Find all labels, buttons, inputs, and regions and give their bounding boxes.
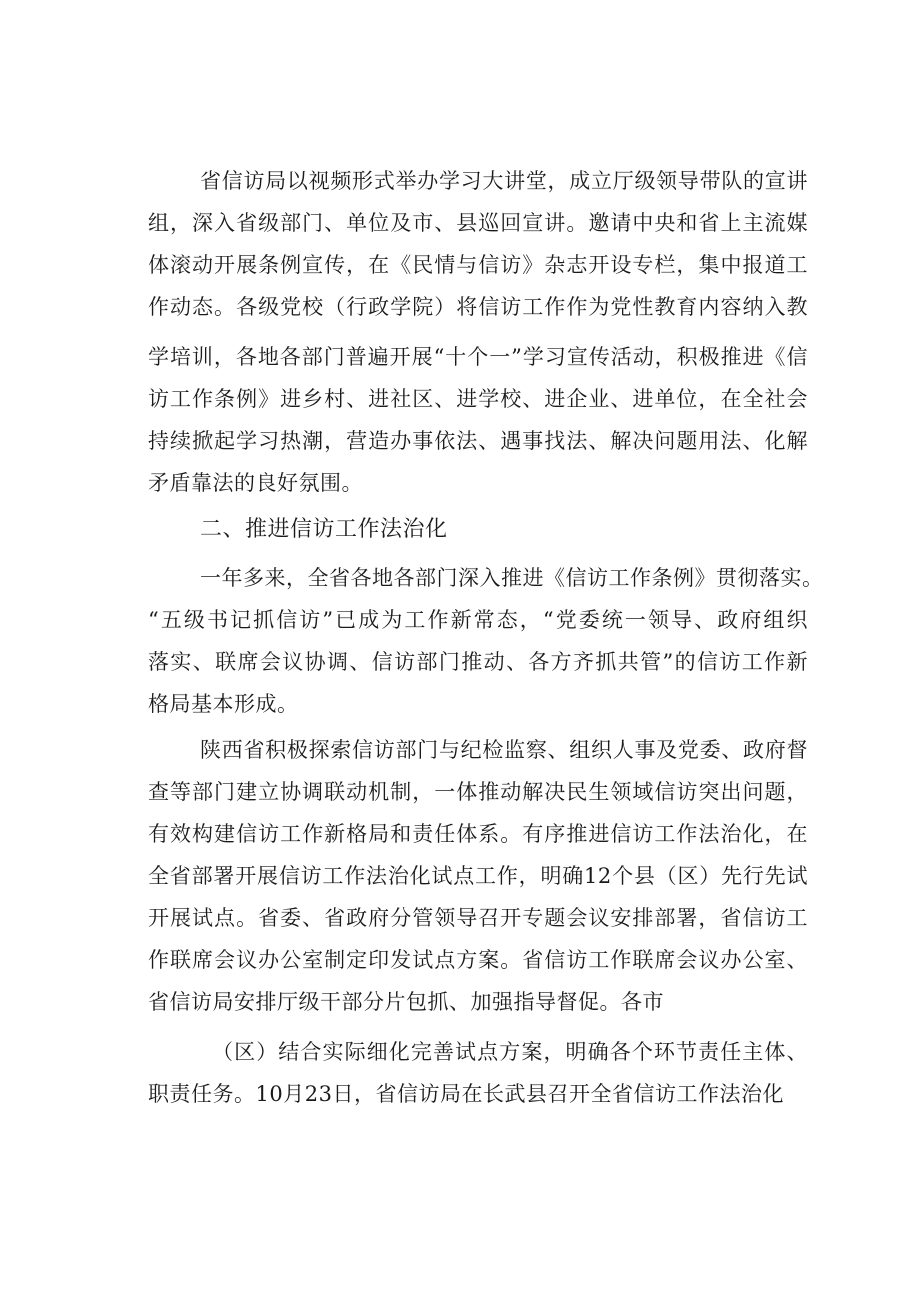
paragraph-1-line-6: 访工作条例》进乡村、进社区、进学校、进企业、进单位，在全社会: [148, 387, 808, 411]
paragraph-1-line-4: 作动态。各级党校（行政学院）将信访工作作为党性教育内容纳入教: [148, 295, 808, 319]
paragraph-1-line-5: 学培训，各地各部门普遍开展“十个一”学习宣传活动，积极推进《信: [148, 345, 808, 369]
paragraph-1-line-1: 省信访局以视频形式举办学习大讲堂，成立厅级领导带队的宣讲: [200, 169, 808, 193]
paragraph-4-line-2: 职责任务。10月23日，省信访局在长武县召开全省信访工作法治化: [148, 1082, 784, 1106]
paragraph-3-line-1: 陕西省积极探索信访部门与纪检监察、组织人事及党委、政府督: [200, 738, 808, 762]
paragraph-4-line-1: （区）结合实际细化完善试点方案，明确各个环节责任主体、: [212, 1040, 808, 1064]
paragraph-3-line-2: 查等部门建立协调联动机制，一体推动解决民生领域信访突出问题，: [148, 780, 808, 804]
paragraph-3-line-7: 省信访局安排厅级干部分片包抓、加强指导督促。各市: [148, 990, 664, 1014]
paragraph-1-line-3: 体滚动开展条例宣传，在《民情与信访》杂志开设专栏，集中报道工: [148, 253, 808, 277]
paragraph-1-line-2: 组，深入省级部门、单位及市、县巡回宣讲。邀请中央和省上主流媒: [148, 211, 808, 235]
paragraph-1-line-8: 矛盾靠法的良好氛围。: [148, 471, 363, 495]
paragraph-3-line-3: 有效构建信访工作新格局和责任体系。有序推进信访工作法治化，在: [148, 822, 808, 846]
paragraph-1-line-7: 持续掀起学习热潮，营造办事依法、遇事找法、解决问题用法、化解: [148, 429, 808, 453]
paragraph-3-line-4: 全省部署开展信访工作法治化试点工作，明确12个县（区）先行先试: [148, 864, 808, 888]
paragraph-2-line-3: 落实、联席会议协调、信访部门推动、各方齐抓共管”的信访工作新: [148, 650, 808, 674]
paragraph-3-line-6: 作联席会议办公室制定印发试点方案。省信访工作联席会议办公室、: [148, 948, 808, 972]
paragraph-2-line-4: 格局基本形成。: [148, 692, 299, 716]
paragraph-2-line-2: “五级书记抓信访”已成为工作新常态，“党委统一领导、政府组织: [148, 608, 808, 632]
section-heading: 二、推进信访工作法治化: [200, 517, 448, 542]
paragraph-3-line-5: 开展试点。省委、省政府分管领导召开专题会议安排部署，省信访工: [148, 906, 808, 930]
paragraph-2-line-1: 一年多来，全省各地各部门深入推进《信访工作条例》贯彻落实。: [200, 566, 824, 590]
